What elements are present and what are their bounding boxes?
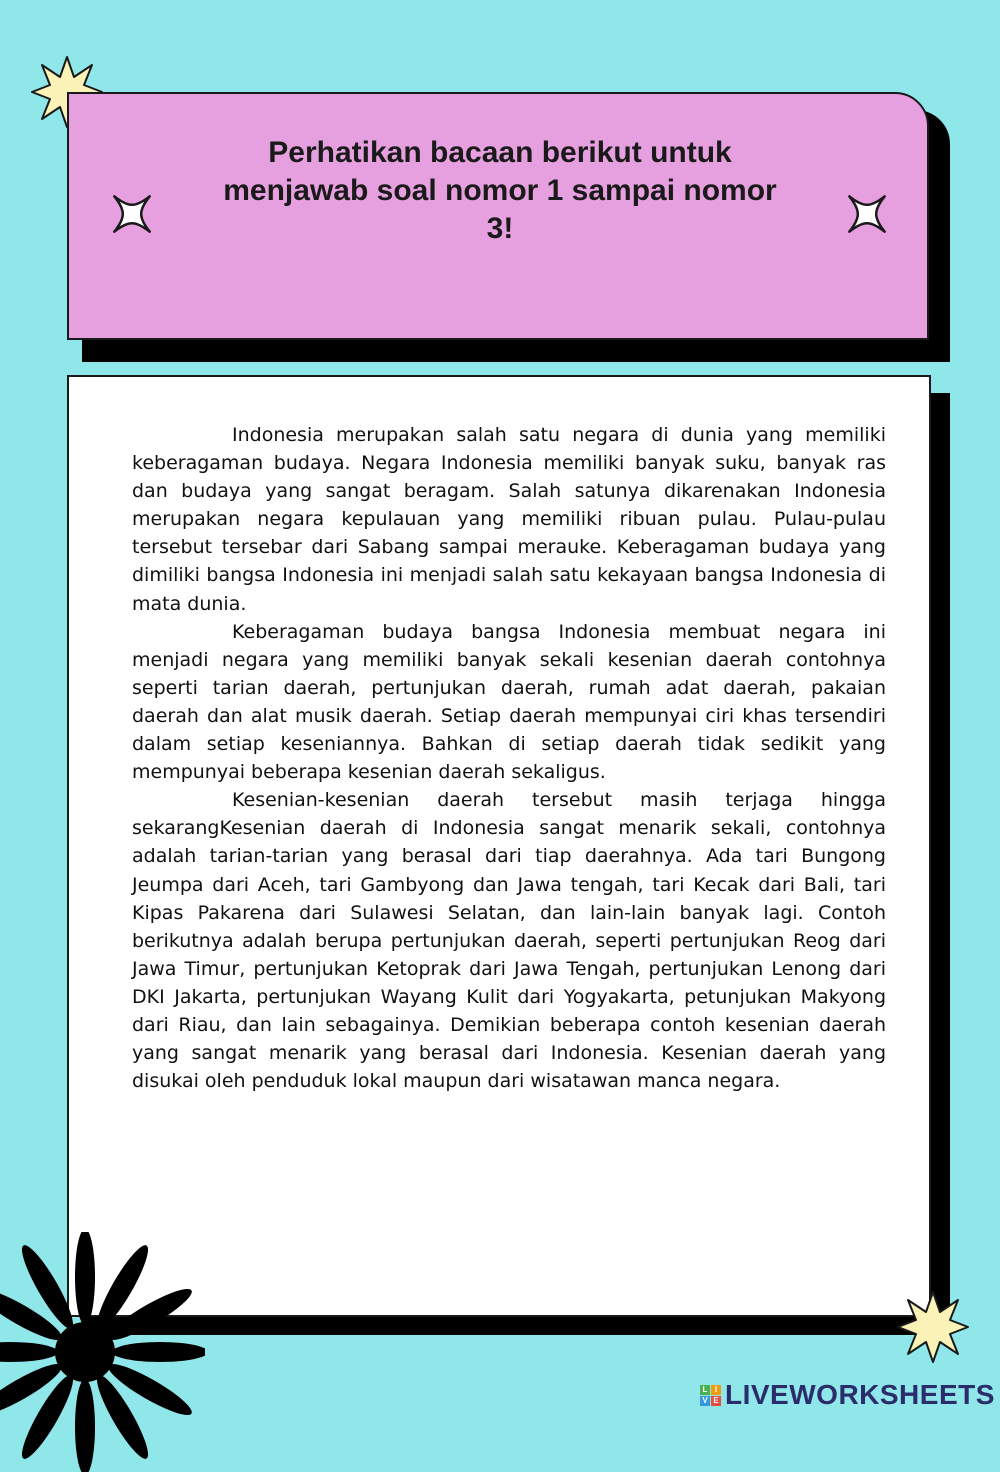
paragraph: Keberagaman budaya bangsa Indonesia membuat negara ini menjadi negara yang memiliki banyak sekali kesenian daerah contohnya seperti tarian daerah, pertunjukan daerah, rumah adat daerah, pakaian daerah dan alat musik daerah. Setiap daerah mempunyai ciri khas tersendiri dalam setiap keseniannya. Bahkan di setiap daerah tidak sedikit yang mempunyai beberapa kesenian daerah sekaligus.: [132, 620, 886, 784]
starburst-icon: [896, 1290, 970, 1364]
liveworksheets-logo-icon: [700, 1385, 721, 1406]
sparkle-star-icon: [840, 187, 894, 241]
paragraph: Indonesia merupakan salah satu negara di dunia yang memiliki keberagaman budaya. Negara Indonesia memiliki banyak suku, banyak ras dan budaya yang sangat beragam. Salah satunya dikarenakan Indonesia merupakan negara kepulauan yang memiliki ribuan pulau. Pulau-pulau tersebut tersebar dari Sabang sampai merauke. Keberagaman budaya yang dimiliki bangsa Indonesia ini menjadi salah satu kekayaan bangsa Indonesia di mata dunia.: [132, 424, 886, 615]
logo-letter: E: [711, 1396, 721, 1406]
logo-letter: I: [711, 1385, 721, 1395]
reading-text: [132, 421, 886, 1095]
sparkle-star-icon: [105, 187, 159, 241]
page-title: Perhatikan bacaan berikut untuk menjawab soal nomor 1 sampai nomor 3!: [223, 136, 777, 245]
logo-letter: V: [700, 1396, 710, 1406]
liveworksheets-logo: [700, 1378, 995, 1412]
asterisk-burst-icon: [0, 1232, 205, 1472]
brand-name: LIVEWORKSHEETS: [725, 1379, 995, 1410]
paragraph: Kesenian-kesenian daerah tersebut masih terjaga hingga sekarangKesenian daerah di Indonesia sangat menarik sekali, contohnya adalah tarian-tarian yang berasal dari tiap daerahnya. Ada tari Bungong Jeumpa dari Aceh, tari Gambyong dan Jawa tengah, tari Kecak dari Bali, tari Kipas Pakarena dari Sulawesi Selatan, dan lain-lain banyak lagi. Contoh berikutnya adalah berupa pertunjukan daerah, seperti pertunjukan Reog dari Jawa Timur, pertunjukan Ketoprak dari Jawa Tengah, pertunjukan Lenong dari DKI Jakarta, pertunjukan Wayang Kulit dari Yogyakarta, petunjukan Makyong dari Riau, dan lain sebagainya. Demikian beberapa contoh kesenian daerah yang sangat menarik yang berasal dari Indonesia. Kesenian daerah yang disukai oleh penduduk lokal maupun dari wisatawan manca negara.: [132, 789, 886, 1093]
logo-letter: L: [700, 1385, 710, 1395]
